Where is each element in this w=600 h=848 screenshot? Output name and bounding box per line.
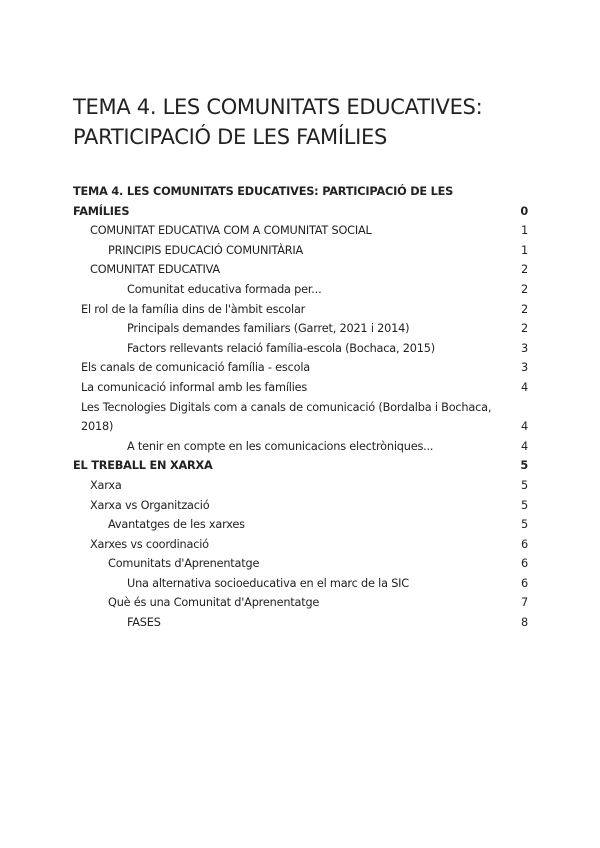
toc-entry-text: Xarxa — [90, 478, 122, 492]
toc-entry[interactable] — [73, 515, 528, 535]
toc-page-number: 5 — [521, 518, 528, 532]
toc-entry-text: Les Tecnologies Digitals com a canals de comunicació (Bordalba i Bochaca, 2018) — [81, 400, 492, 434]
toc-entry-text: TEMA 4. LES COMUNITATS EDUCATIVES: PARTICIPACIÓ DE LES FAMÍLIES — [73, 185, 454, 218]
toc-entry[interactable] — [73, 456, 528, 476]
toc-page-number: 5 — [520, 459, 528, 473]
toc-entry[interactable] — [73, 300, 528, 320]
toc-entry[interactable] — [73, 358, 528, 378]
toc-page-number: 1 — [521, 243, 528, 257]
toc-entry[interactable] — [73, 593, 528, 613]
toc-page-number: 2 — [521, 282, 528, 296]
document-title: TEMA 4. LES COMUNITATS EDUCATIVES: PARTICIPACIÓ DE LES FAMÍLIES — [73, 95, 483, 149]
toc-page-number: 2 — [521, 302, 528, 316]
toc-page-number: 3 — [521, 361, 528, 375]
toc-entry-text: FASES — [127, 616, 161, 630]
toc-entry-text: Avantatges de les xarxes — [108, 518, 245, 532]
toc-entry[interactable] — [73, 613, 528, 633]
toc-entry[interactable] — [73, 554, 528, 574]
toc-page-number: 6 — [521, 537, 528, 551]
toc-page-number: 6 — [521, 557, 528, 571]
toc-page-number: 0 — [520, 204, 528, 218]
toc-entry[interactable] — [73, 339, 528, 359]
toc-entry-text: Factors rellevants relació família-escola (Bochaca, 2015) — [127, 341, 435, 355]
toc-page-number: 3 — [521, 341, 528, 355]
toc-entry-text: PRINCIPIS EDUCACIÓ COMUNITÀRIA — [108, 243, 304, 257]
toc-entry-text: Una alternativa socioeducativa en el marc de la SIC — [127, 576, 409, 590]
toc-page-number: 4 — [521, 420, 528, 434]
toc-page-number: 5 — [521, 498, 528, 512]
toc-entry-text: El rol de la família dins de l'àmbit escolar — [81, 302, 306, 316]
toc-entry[interactable] — [73, 476, 528, 496]
toc-page-number: 4 — [521, 380, 528, 394]
toc-entry-text: Xarxa vs Organització — [90, 498, 210, 512]
toc-entry-text: Comunitat educativa formada per... — [127, 282, 322, 296]
toc-entry-text: Comunitats d'Aprenentatge — [108, 557, 260, 571]
toc-entry-text: Principals demandes familiars (Garret, 2021 i 2014) — [127, 322, 410, 336]
toc-entry-text: La comunicació informal amb les famílies — [81, 380, 308, 394]
toc-entry[interactable] — [73, 437, 528, 457]
toc-entry-text: COMUNITAT EDUCATIVA — [90, 263, 220, 277]
toc-entry[interactable] — [73, 535, 528, 555]
toc-entry[interactable] — [73, 260, 528, 280]
toc-entry[interactable] — [73, 398, 528, 437]
toc-entry-text: COMUNITAT EDUCATIVA COM A COMUNITAT SOCIAL — [90, 224, 372, 238]
toc-entry[interactable] — [73, 182, 528, 221]
toc-page-number: 1 — [521, 224, 528, 238]
toc-page-number: 8 — [521, 616, 528, 630]
toc-page-number: 7 — [521, 596, 528, 610]
toc-page-number: 5 — [521, 478, 528, 492]
toc-entry-text: EL TREBALL EN XARXA — [73, 459, 213, 473]
toc-entry[interactable] — [73, 280, 528, 300]
toc-page-number: 4 — [521, 439, 528, 453]
toc-page-number: 2 — [521, 263, 528, 277]
toc-entry[interactable] — [73, 241, 528, 261]
toc-entry-text: Xarxes vs coordinació — [90, 537, 209, 551]
table-of-contents — [73, 182, 528, 633]
toc-entry[interactable] — [73, 496, 528, 516]
toc-entry-text: A tenir en compte en les comunicacions electròniques... — [127, 439, 434, 453]
toc-page-number: 2 — [521, 322, 528, 336]
toc-entry-text: Què és una Comunitat d'Aprenentatge — [108, 596, 320, 610]
toc-entry[interactable] — [73, 221, 528, 241]
toc-entry-text: Els canals de comunicació família - escola — [81, 361, 310, 375]
toc-entry[interactable] — [73, 378, 528, 398]
toc-entry[interactable] — [73, 319, 528, 339]
toc-entry[interactable] — [73, 574, 528, 594]
toc-page-number: 6 — [521, 576, 528, 590]
